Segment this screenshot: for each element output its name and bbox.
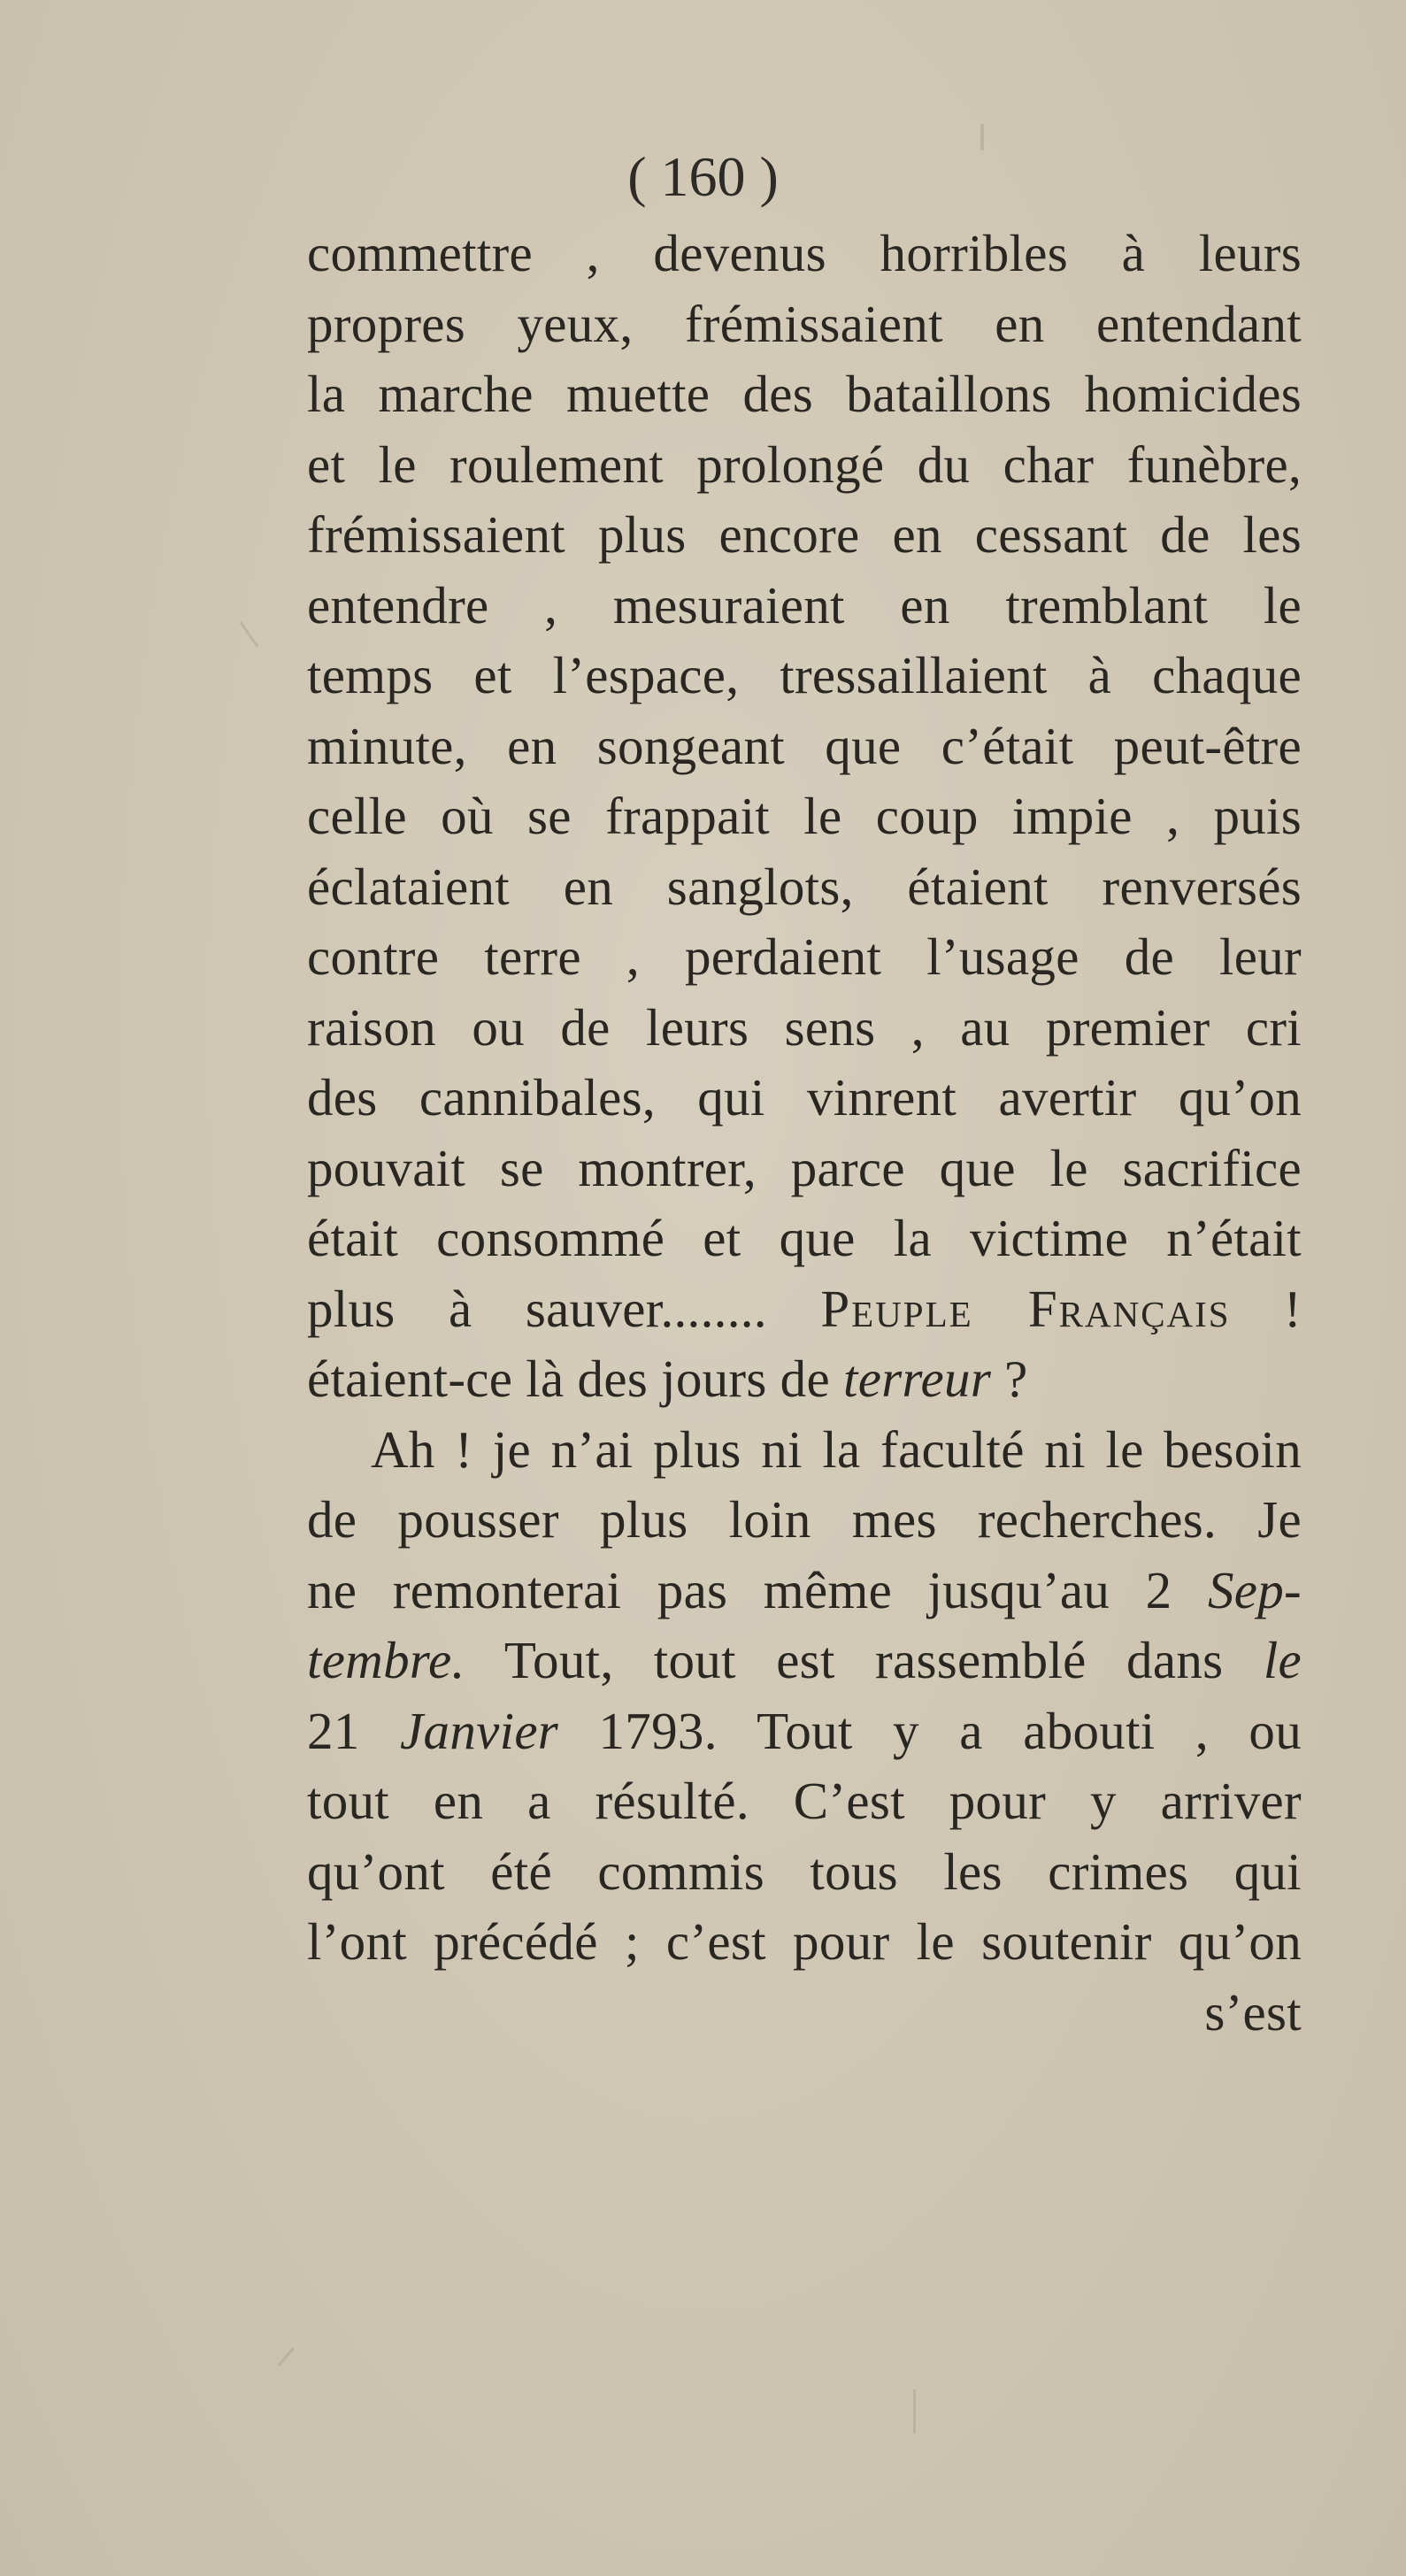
- text-line: [307, 1203, 1302, 1274]
- text-segment: ne remonterai pas même jusqu’au 2: [307, 1560, 1208, 1619]
- text-line: [307, 500, 1302, 571]
- text-segment: minute, en songeant que c’était peut-être: [307, 716, 1302, 775]
- text-line: [307, 1766, 1302, 1837]
- text-segment: tout en a résulté. C’est pour y arriver: [307, 1772, 1302, 1830]
- text-segment: Sep-: [1207, 1560, 1302, 1619]
- paper-speck: [240, 621, 259, 648]
- paper-speck: [913, 2389, 916, 2434]
- text-segment: frémissaient plus encore en cessant de les: [307, 505, 1302, 564]
- text-line: [307, 1344, 1302, 1415]
- text-segment: propres yeux, frémissaient en entendant: [307, 294, 1302, 353]
- text-segment: terreur: [843, 1350, 992, 1408]
- text-segment: la marche muette des bataillons homicides: [307, 365, 1302, 423]
- text-segment: étaient-ce là des jours de: [307, 1350, 844, 1408]
- text-segment: 21: [307, 1701, 401, 1760]
- text-segment: tembre.: [307, 1631, 465, 1689]
- text-segment: éclataient en sanglots, étaient renversés: [307, 857, 1302, 916]
- text-line: [307, 852, 1302, 923]
- text-segment: temps et l’espace, tressaillaient à chaque: [307, 646, 1302, 704]
- text-line: [307, 1063, 1302, 1134]
- page-number: ( 160 ): [627, 145, 779, 208]
- text-line: [307, 1837, 1302, 1908]
- text-segment: Janvier: [400, 1701, 559, 1760]
- page-body-text: [307, 219, 1302, 2048]
- text-segment: l’ont précédé ; c’est pour le soutenir qu’on: [307, 1912, 1302, 1971]
- text-segment: Peuple Français: [820, 1279, 1231, 1338]
- text-line: [307, 1415, 1302, 1486]
- text-line: [307, 1556, 1302, 1626]
- text-segment: Tout, tout est rassemblé dans: [465, 1631, 1264, 1689]
- text-segment: !: [1230, 1279, 1302, 1338]
- text-line: [307, 711, 1302, 782]
- text-line: [307, 993, 1302, 1064]
- text-line: [307, 1485, 1302, 1556]
- text-line: [307, 781, 1302, 852]
- text-line: [307, 1134, 1302, 1204]
- text-segment: 1793. Tout y a abouti , ou: [558, 1701, 1302, 1760]
- text-segment: s’est: [1204, 1982, 1302, 2042]
- text-line: [307, 1274, 1302, 1345]
- text-line: [307, 289, 1302, 360]
- text-segment: plus à sauver........: [307, 1279, 821, 1338]
- text-segment: était consommé et que la victime n’était: [307, 1209, 1302, 1267]
- text-line: [307, 641, 1302, 711]
- paper-speck: [980, 124, 984, 150]
- text-line: [307, 1907, 1302, 1978]
- text-segment: ?: [991, 1350, 1028, 1408]
- catchword: [307, 1978, 1302, 2049]
- paper-speck: [278, 2347, 295, 2366]
- text-line: [307, 1626, 1302, 1696]
- text-line: [307, 1696, 1302, 1767]
- text-segment: des cannibales, qui vinrent avertir qu’on: [307, 1068, 1302, 1127]
- text-segment: et le roulement prolongé du char funèbre,: [307, 434, 1302, 494]
- text-line: [307, 359, 1302, 430]
- text-segment: celle où se frappait le coup impie , puis: [307, 787, 1302, 845]
- text-segment: entendre , mesuraient en tremblant le: [307, 575, 1302, 634]
- text-segment: de pousser plus loin mes recherches. Je: [307, 1490, 1302, 1549]
- text-segment: raison ou de leurs sens , au premier cri: [307, 997, 1302, 1057]
- text-line: [307, 922, 1302, 993]
- text-segment: qu’ont été commis tous les crimes qui: [307, 1842, 1302, 1901]
- text-segment: pouvait se montrer, parce que le sacrifice: [307, 1138, 1302, 1197]
- text-segment: commettre , devenus horribles à leurs: [307, 224, 1302, 282]
- text-line: [307, 430, 1302, 501]
- text-segment: contre terre , perdaient l’usage de leur: [307, 927, 1302, 986]
- text-line: [307, 571, 1302, 642]
- text-segment: Ah ! je n’ai plus ni la faculté ni le besoin: [371, 1419, 1302, 1479]
- text-segment: le: [1263, 1631, 1302, 1689]
- text-line: [307, 219, 1302, 289]
